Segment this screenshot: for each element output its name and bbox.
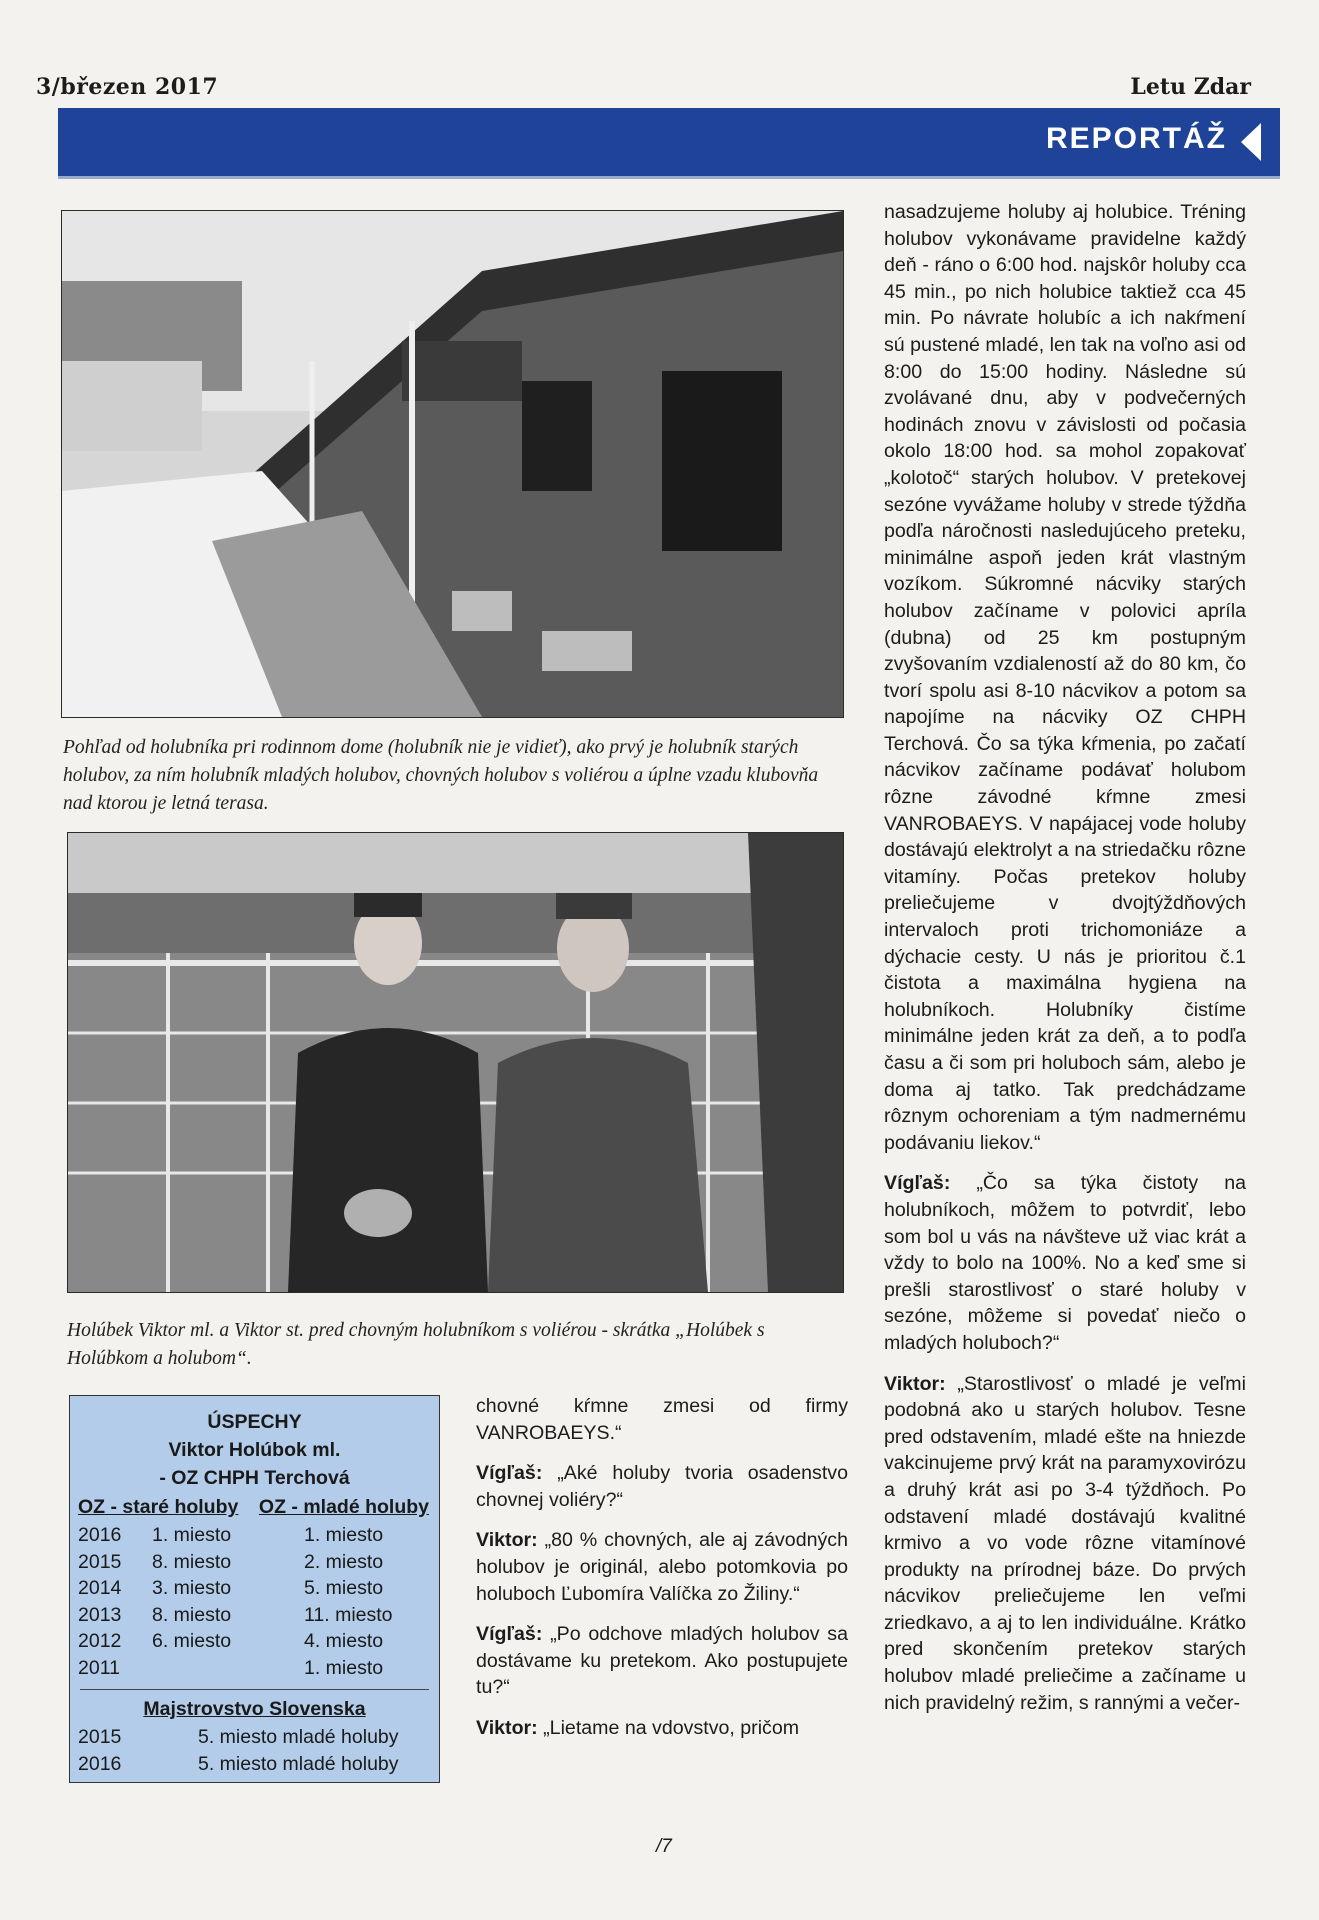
paragraph — [476, 1393, 848, 1446]
box-divider — [80, 1689, 429, 1690]
young-result-cell: 1. miesto — [304, 1524, 384, 1546]
speaker-label: Viktor: — [476, 1529, 538, 1552]
year-cell: 2016 — [78, 1524, 122, 1546]
table-row — [78, 1751, 399, 1778]
table-row — [78, 1522, 424, 1549]
table-row — [78, 1724, 399, 1751]
year-cell: 2015 — [78, 1726, 122, 1748]
year-cell: 2014 — [78, 1577, 122, 1599]
paragraph — [476, 1527, 848, 1607]
photo-breeders-caption: Holúbek Viktor ml. a Viktor st. pred chovným holubníkom s voliérou - skrátka „Holúbek s Holúbkom a holubom“. — [67, 1320, 765, 1369]
old-result-cell: 8. miesto — [152, 1603, 232, 1626]
old-result-cell — [152, 1655, 304, 1682]
middle-column — [476, 1393, 848, 1756]
paragraph-text: „Aké holuby tvoria osadenstvo chovnej voliéry?“ — [476, 1462, 848, 1511]
paragraph-text: chovné kŕmne zmesi od firmy VANROBAEYS.“ — [476, 1395, 848, 1444]
speaker-label: Vígľaš: — [476, 1462, 543, 1485]
col-header-old: OZ - staré holuby — [78, 1496, 239, 1518]
year-cell: 2016 — [78, 1752, 122, 1775]
old-result-cell: 8. miesto — [152, 1550, 232, 1573]
paragraph — [476, 1715, 848, 1742]
old-result-cell: 6. miesto — [152, 1630, 232, 1652]
championship-table — [78, 1724, 399, 1777]
young-result-cell: 1. miesto — [304, 1656, 384, 1679]
paragraph-text: nasadzujeme holuby aj holubice. Tréning holubov vykonávame pravidelne každý deň - ráno o 6:00 hod. najskôr holuby cca 45 min., po nich holubice taktiež cca 45 min. Po návrate holubíc a ich nakŕmení sú pustené mladé, len tak na voľno asi od 8:00 do 15:00 hodiny. Následne sú zvolávané dnu, aby v podvečerných hodinách znovu v závislosti od počasia okolo 18:00 hod. sa mohol zopakovať „kolotoč“ starých holubov. V pretekovej sezóne vyvážame holuby v strede týždňa podľa náročnosti nasledujúceho preteku, minimálne aspoň jeden krát vlastným vozíkom. Súkromné nácviky starých holubov začíname v polovici apríla (dubna) od 25 km postupným zvyšovaním vzdialeností až do 80 km, čo tvorí spolu asi 8-10 nácvikov a potom sa napojíme na nácviky OZ CHPH Terchová. Čo sa týka kŕmenia, po začatí nácvikov začíname podávať holubom rôzne závodné kŕmne zmesi VANROBAEYS. V napájacej vode holuby dostávajú elektrolyt a na striedačku rôzne vitamíny. Počas pretekov holuby preliečujeme v dvojtýždňových intervaloch proti trichomoniáze a dýchacie cesty. U nás je prioritou č.1 čistota a maximálna hygiena na holubníkoch. Holubníky čistíme minimálne jeden krát za deň, a to podľa času a či som pri holuboch sám, alebo je doma aj tatko. Tak predchádzame rôznym ochoreniam a tým nadmernému podávaniu liekov.“ — [884, 201, 1246, 1154]
young-result-cell: 11. miesto — [304, 1603, 393, 1626]
year-cell: 2013 — [78, 1603, 122, 1626]
successes-box — [69, 1395, 440, 1783]
page-number: /7 — [656, 1836, 672, 1857]
photo-breeders — [67, 832, 844, 1293]
successes-name: Viktor Holúbok ml. — [168, 1439, 341, 1461]
paragraph-text: „Starostlivosť o mladé je veľmi podobná ako u starých holubov. Tesne pred odstavením, mladé ešte na hniezde vakcinujeme prvý krát na paramyxovirózu a druhý krát asi po 3-4 týždňoch. Po odstavení mladé dostávajú kvalitné krmivo a vo vode rôzne vitamínové produkty na prírodnej báze. Do prvých nácvikov preliečujeme len veľmi zriedkavo, a aj to len individuálne. Krátko pred skončením pretekov starých holubov mladé preliečime a začíname u nich pravidelný režim, s rannými a večer- — [884, 1372, 1246, 1714]
year-cell: 2015 — [78, 1550, 122, 1573]
old-result-cell: 1. miesto — [152, 1524, 232, 1546]
paragraph-text: „Po odchove mladých holubov sa dostávame ku pretekom. Ako postupujete tu?“ — [476, 1623, 848, 1699]
speaker-label: Viktor: — [476, 1716, 538, 1739]
paragraph-text: „Lietame na vdovstvo, pričom — [537, 1716, 800, 1739]
old-result-cell: 3. miesto — [152, 1577, 232, 1599]
col-header-young: OZ - mladé holuby — [258, 1496, 429, 1518]
table-row — [78, 1602, 424, 1629]
successes-club: - OZ CHPH Terchová — [159, 1467, 350, 1489]
paragraph — [884, 1170, 1246, 1356]
speaker-label: Vígľaš: — [884, 1172, 951, 1195]
paragraph — [476, 1460, 848, 1513]
successes-title: ÚSPECHY — [207, 1411, 302, 1433]
table-row — [78, 1628, 424, 1655]
paragraph-text: „Čo sa týka čistoty na holubníkoch, môžem to potvrdiť, lebo som bol u vás na návšteve už viac krát a vždy to bolo na 100%. No a keď sme si prešli starostlivosť o staré holuby v sezóne, môžeme si povedať niečo o mladých holuboch?“ — [884, 1172, 1246, 1354]
paragraph — [476, 1621, 848, 1701]
right-column — [884, 199, 1246, 1730]
year-cell: 2012 — [78, 1630, 122, 1652]
table-row — [78, 1655, 424, 1682]
section-arrow-icon — [1241, 123, 1261, 161]
championship-title: Majstrovstvo Slovenska — [143, 1698, 366, 1720]
table-row — [78, 1549, 424, 1576]
issue-date: 3/březen 2017 — [36, 74, 219, 100]
paragraph — [884, 199, 1246, 1156]
photo-lofts-caption: Pohľad od holubníka pri rodinnom dome (holubník nie je vidieť), ako prvý je holubník starých holubov, za ním holubník mladých holubov, chovných holubov s voliérou a úplne vzadu klubovňa nad ktorou je letná terasa. — [63, 737, 819, 814]
magazine-title: Letu Zdar — [1130, 74, 1251, 100]
young-result-cell: 4. miesto — [304, 1630, 384, 1652]
young-result-cell: 5. miesto — [304, 1577, 384, 1599]
photo-lofts — [61, 210, 844, 718]
table-row — [78, 1575, 424, 1602]
result-cell: 5. miesto mladé holuby — [198, 1752, 399, 1775]
paragraph-text: „80 % chovných, ale aj závodných holubov je originál, alebo potomkovia po holuboch Ľubomíra Valíčka zo Žiliny.“ — [476, 1529, 848, 1605]
young-result-cell: 2. miesto — [304, 1550, 384, 1573]
successes-table — [78, 1522, 424, 1681]
speaker-label: Viktor: — [884, 1372, 946, 1395]
year-cell: 2011 — [78, 1656, 120, 1679]
result-cell: 5. miesto mladé holuby — [198, 1726, 399, 1748]
section-label: REPORTÁŽ — [1046, 122, 1227, 155]
successes-col-headers — [70, 1494, 439, 1520]
band-rule — [58, 176, 1280, 179]
speaker-label: Vígľaš: — [476, 1623, 543, 1646]
paragraph — [884, 1371, 1246, 1717]
